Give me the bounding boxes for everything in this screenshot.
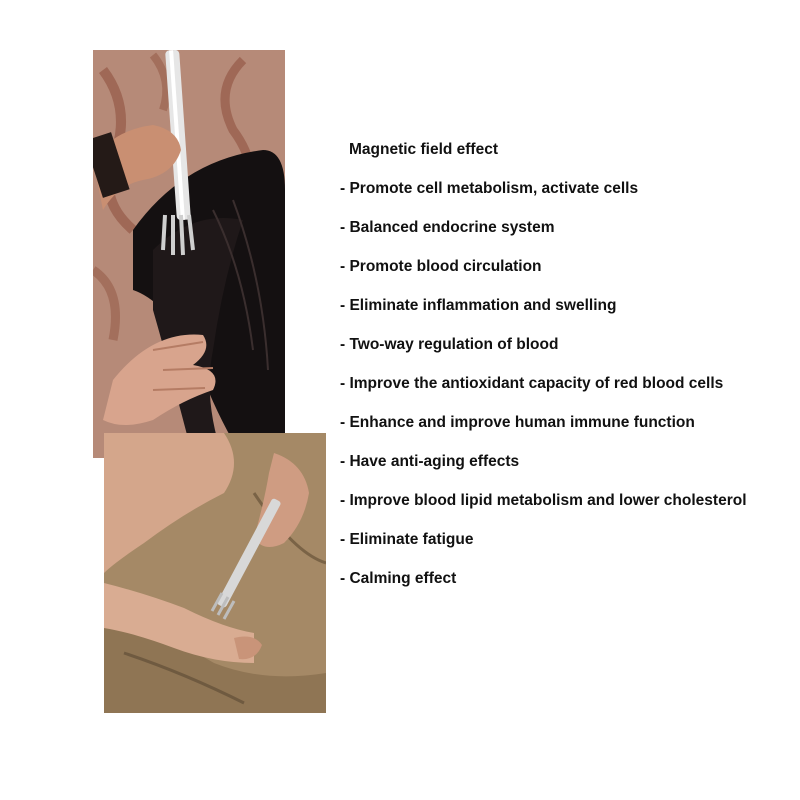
benefit-item: - Enhance and improve human immune function <box>340 414 695 431</box>
benefit-item: - Eliminate fatigue <box>340 531 474 548</box>
benefit-item: - Eliminate inflammation and swelling <box>340 297 617 314</box>
hair-comb-treatment-photo <box>93 50 285 458</box>
benefit-item: - Balanced endocrine system <box>340 219 555 236</box>
benefit-list <box>340 179 800 608</box>
benefit-item: - Two-way regulation of blood <box>340 336 559 353</box>
arm-comb-treatment-photo <box>104 433 326 713</box>
benefit-item: - Promote blood circulation <box>340 258 542 275</box>
benefit-item: - Calming effect <box>340 570 457 587</box>
benefits-panel <box>340 140 800 608</box>
benefit-item: - Improve blood lipid metabolism and lower cholesterol <box>340 492 747 509</box>
benefits-title: Magnetic field effect <box>349 141 498 158</box>
benefit-item: - Have anti-aging effects <box>340 453 520 470</box>
benefit-item: - Promote cell metabolism, activate cells <box>340 180 639 197</box>
benefit-item: - Improve the antioxidant capacity of red blood cells <box>340 375 724 392</box>
